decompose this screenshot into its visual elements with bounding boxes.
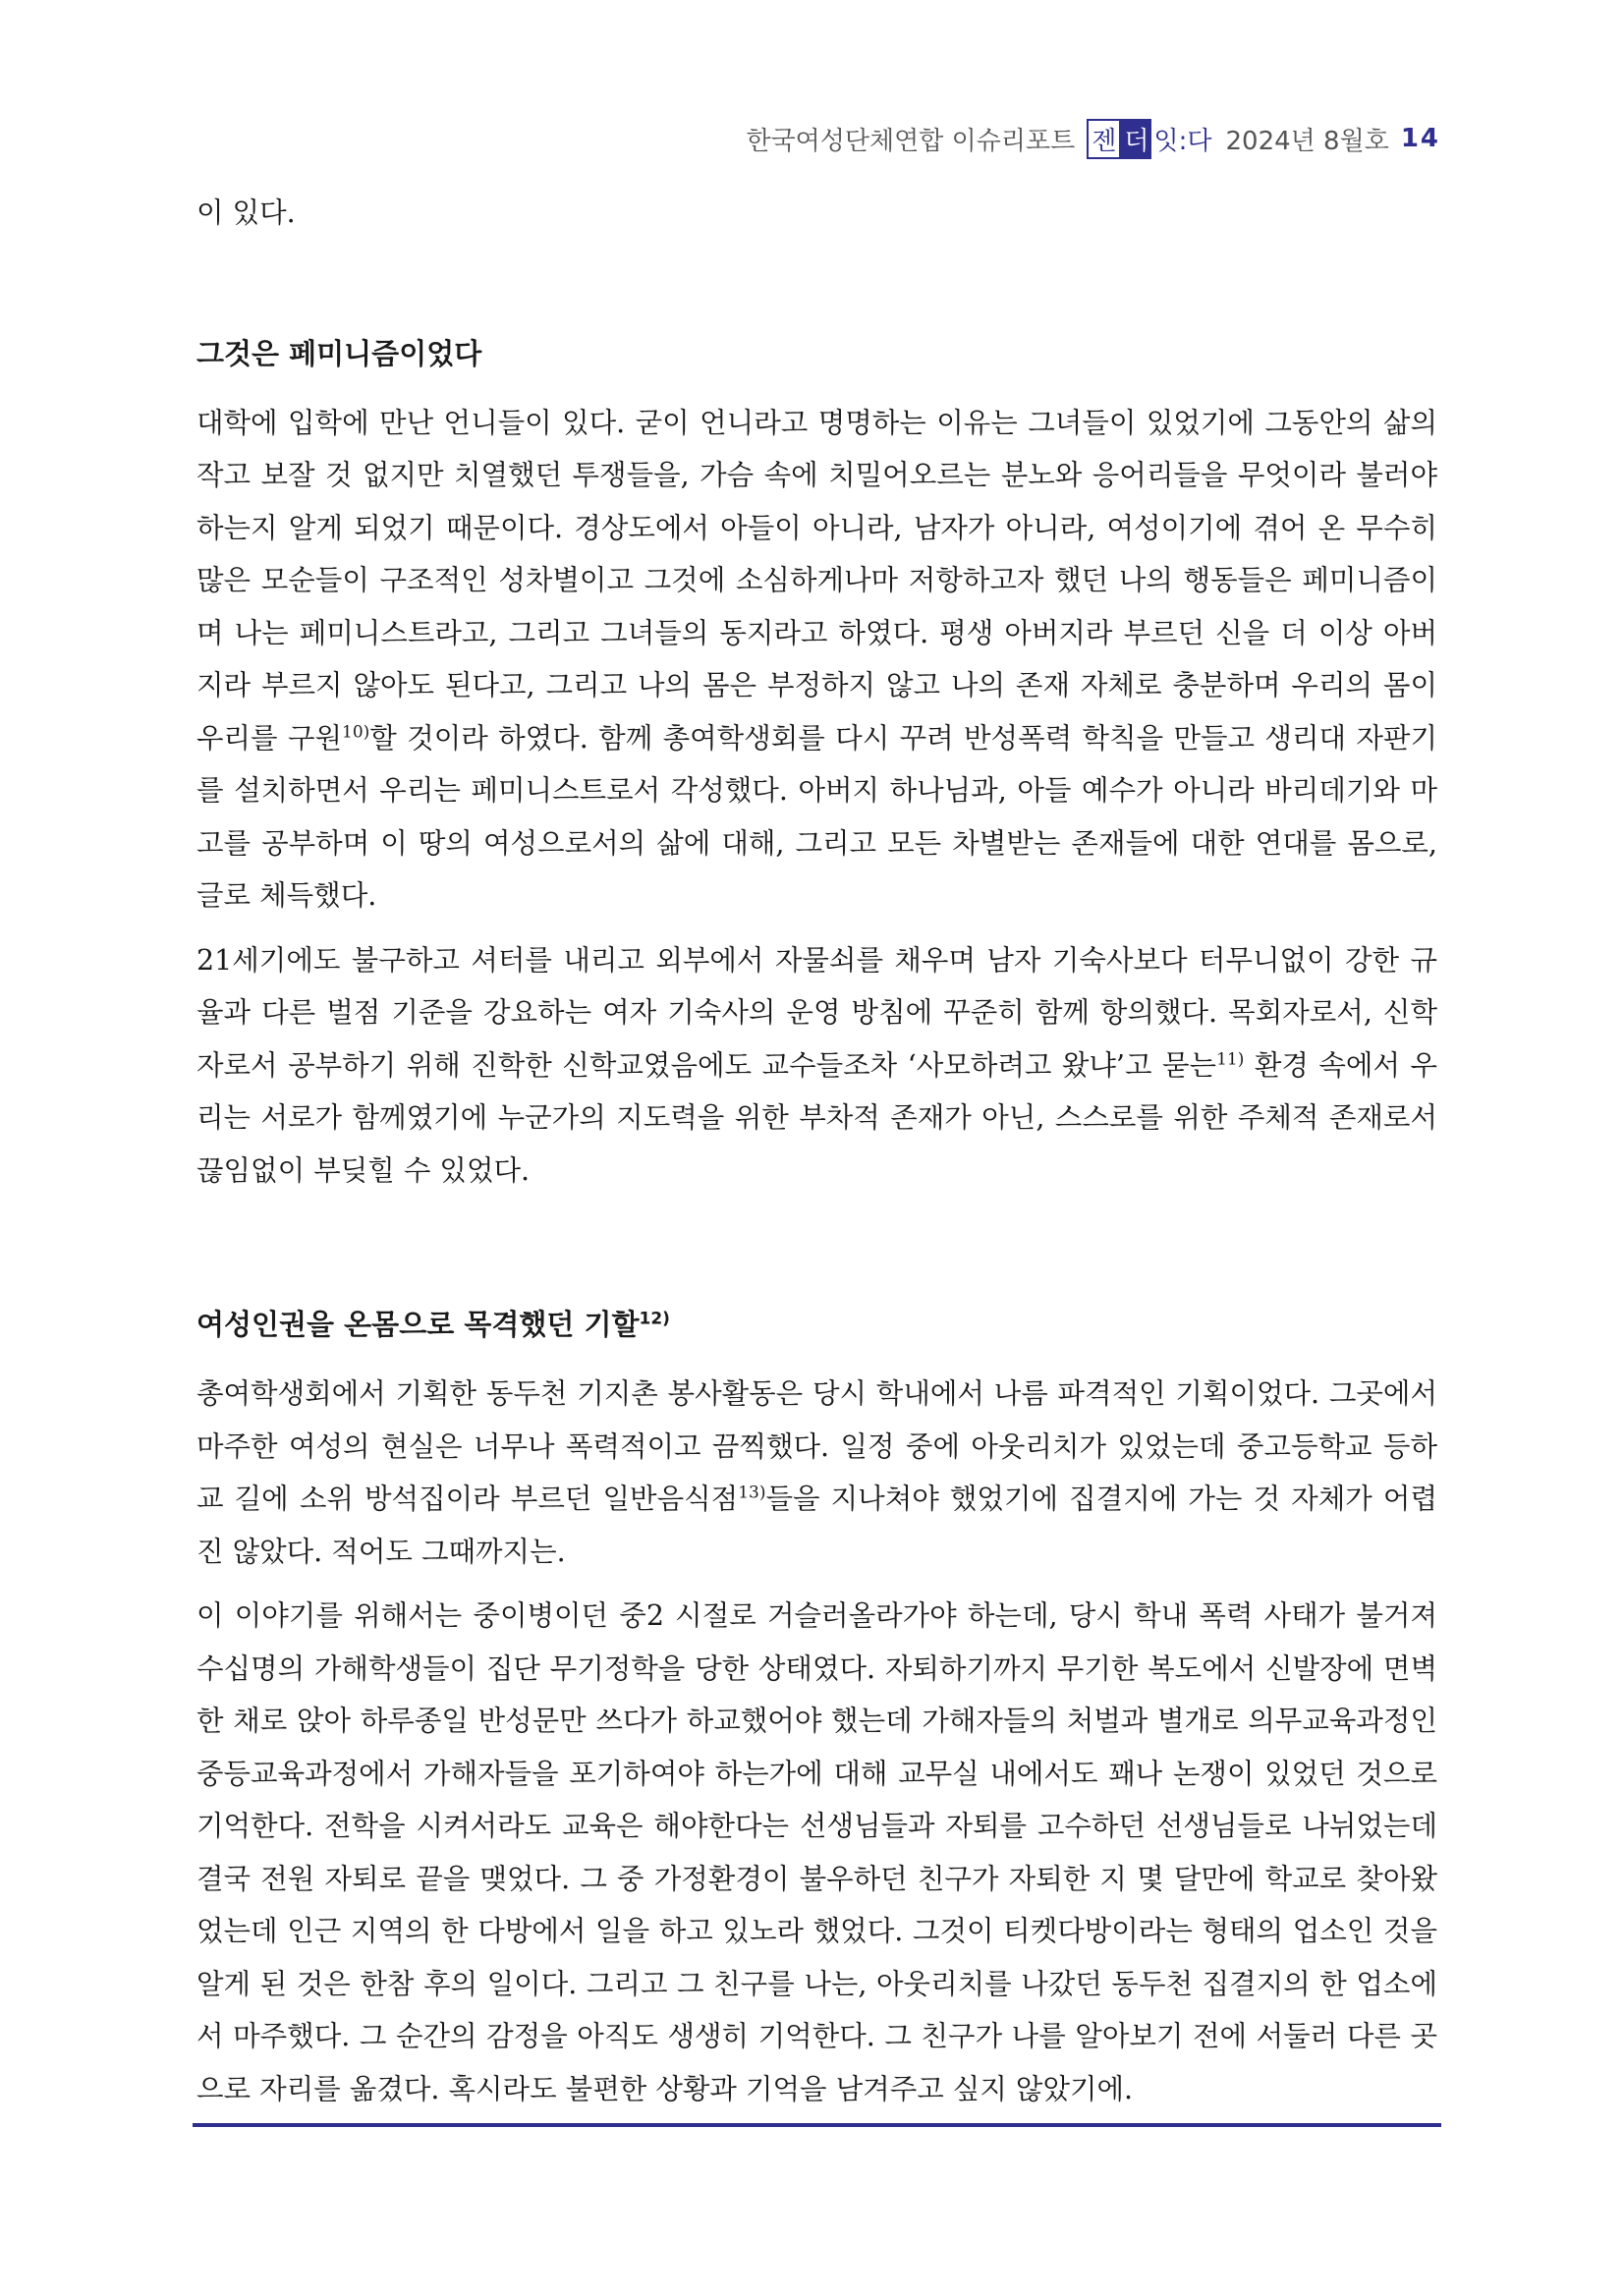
publisher-name: 한국여성단체연합 이슈리포트 <box>746 126 1076 156</box>
issue-date: 2024년 8월호 <box>1225 126 1389 156</box>
intro-line: 이 있다. <box>196 196 296 229</box>
paragraph: 총여학생회에서 기획한 동두천 기지촌 봉사활동은 당시 학내에서 나름 파격적인 기획이었다. 그곳에서 마주한 여성의 현실은 너무나 폭력적이고 끔찍했다. 일정 중에 아웃리치가 있었는데 중고등학교 등하교 길에 소위 방석집이라 부르던 일반음식점$^{13)}$들을 지나쳐야 했었기에 집결지에 가는 것 자체가 어렵진 않았다. 적어도 그때까지는. <box>196 1377 1437 1568</box>
paragraph: 21세기에도 불구하고 셔터를 내리고 외부에서 자물쇠를 채우며 남자 기숙사보다 터무니없이 강한 규율과 다른 벌점 기준을 강요하는 여자 기숙사의 운영 방침에 꾸준히 함께 항의했다. 목회자로서, 신학자로서 공부하기 위해 진학한 신학교였음에도 교수들조차 ‘사모하려고 왔냐’고 묻는$^{11)}$ 환경 속에서 우리는 서로가 함께였기에 누군가의 지도력을 위한 부차적 존재가 아닌, 스스로를 위한 주체적 존재로서 끊임없이 부딪힐 수 있었다. <box>196 943 1437 1187</box>
logo-part-2: 더 <box>1121 119 1151 159</box>
logo-part-3: 잇:다 <box>1153 126 1212 156</box>
gender-itda-logo <box>1087 119 1213 159</box>
footer-divider <box>193 2123 1441 2127</box>
footnote-ref: 12) <box>639 1309 670 1329</box>
logo-part-1: 젠 <box>1087 119 1121 159</box>
footnote-ref: 11) <box>1216 1049 1245 1069</box>
article-body <box>196 187 1437 2115</box>
paragraph: 대학에 입학에 만난 언니들이 있다. 굳이 언니라고 명명하는 이유는 그녀들이 있었기에 그동안의 삶의 작고 보잘 것 없지만 치열했던 투쟁들을, 가슴 속에 치밀어오르는 분노와 응어리들을 무엇이라 불러야 하는지 알게 되었기 때문이다. 경상도에서 아들이 아니라, 남자가 아니라, 여성이기에 겪어 온 무수히 많은 모순들이 구조적인 성차별이고 그것에 소심하게나마 저항하고자 했던 나의 행동들은 페미니즘이며 나는 페미니스트라고, 그리고 그녀들의 동지라고 하였다. 평생 아버지라 부르던 신을 더 이상 아버지라 부르지 않아도 된다고, 그리고 나의 몸은 부정하지 않고 나의 존재 자체로 충분하며 우리의 몸이 우리를 구원$^{10)}$할 것이라 하였다. 함께 총여학생회를 다시 꾸려 반성폭력 학칙을 만들고 생리대 자판기를 설치하면서 우리는 페미니스트로서 각성했다. 아버지 하나님과, 아들 예수가 아니라 바리데기와 마고를 공부하며 이 땅의 여성으로서의 삶에 대해, 그리고 모든 차별받는 존재들에 대한 연대를 몸으로, 글로 체득했다. <box>196 406 1437 912</box>
footnote-ref: 13) <box>738 1483 766 1503</box>
section-title-feminism: 그것은 페미니즘이었다 <box>196 336 482 370</box>
footnote-ref: 10) <box>342 722 370 742</box>
page-header <box>746 114 1440 163</box>
paragraph: 이 이야기를 위해서는 중이병이던 중2 시절로 거슬러올라가야 하는데, 당시 학내 폭력 사태가 불거져 수십명의 가해학생들이 집단 무기정학을 당한 상태였다. 자퇴하기까지 무기한 복도에서 신발장에 면벽한 채로 앉아 하루종일 반성문만 쓰다가 하교했어야 했는데 가해자들의 처벌과 별개로 의무교육과정인 중등교육과정에서 가해자들을 포기하여야 하는가에 대해 교무실 내에서도 꽤나 논쟁이 있었던 것으로 기억한다. 전학을 시켜서라도 교육은 해야한다는 선생님들과 자퇴를 고수하던 선생님들로 나뉘었는데 결국 전원 자퇴로 끝을 맺었다. 그 중 가정환경이 불우하던 친구가 자퇴한 지 몇 달만에 학교로 찾아왔었는데 인근 지역의 한 다방에서 일을 하고 있노라 했었다. 그것이 티켓다방이라는 형태의 업소인 것을 알게 된 것은 한참 후의 일이다. 그리고 그 친구를 나는, 아웃리치를 나갔던 동두천 집결지의 한 업소에서 마주했다. 그 순간의 감정을 아직도 생생히 기억한다. 그 친구가 나를 알아보기 전에 서둘러 다른 곳으로 자리를 옮겼다. 혹시라도 불편한 상황과 기억을 남겨주고 싶지 않았기에. <box>196 1599 1437 2105</box>
page-number: 14 <box>1400 124 1440 153</box>
section-title-human-rights: 여성인권을 온몸으로 목격했던 기할$^{12)}$ <box>196 1308 670 1341</box>
